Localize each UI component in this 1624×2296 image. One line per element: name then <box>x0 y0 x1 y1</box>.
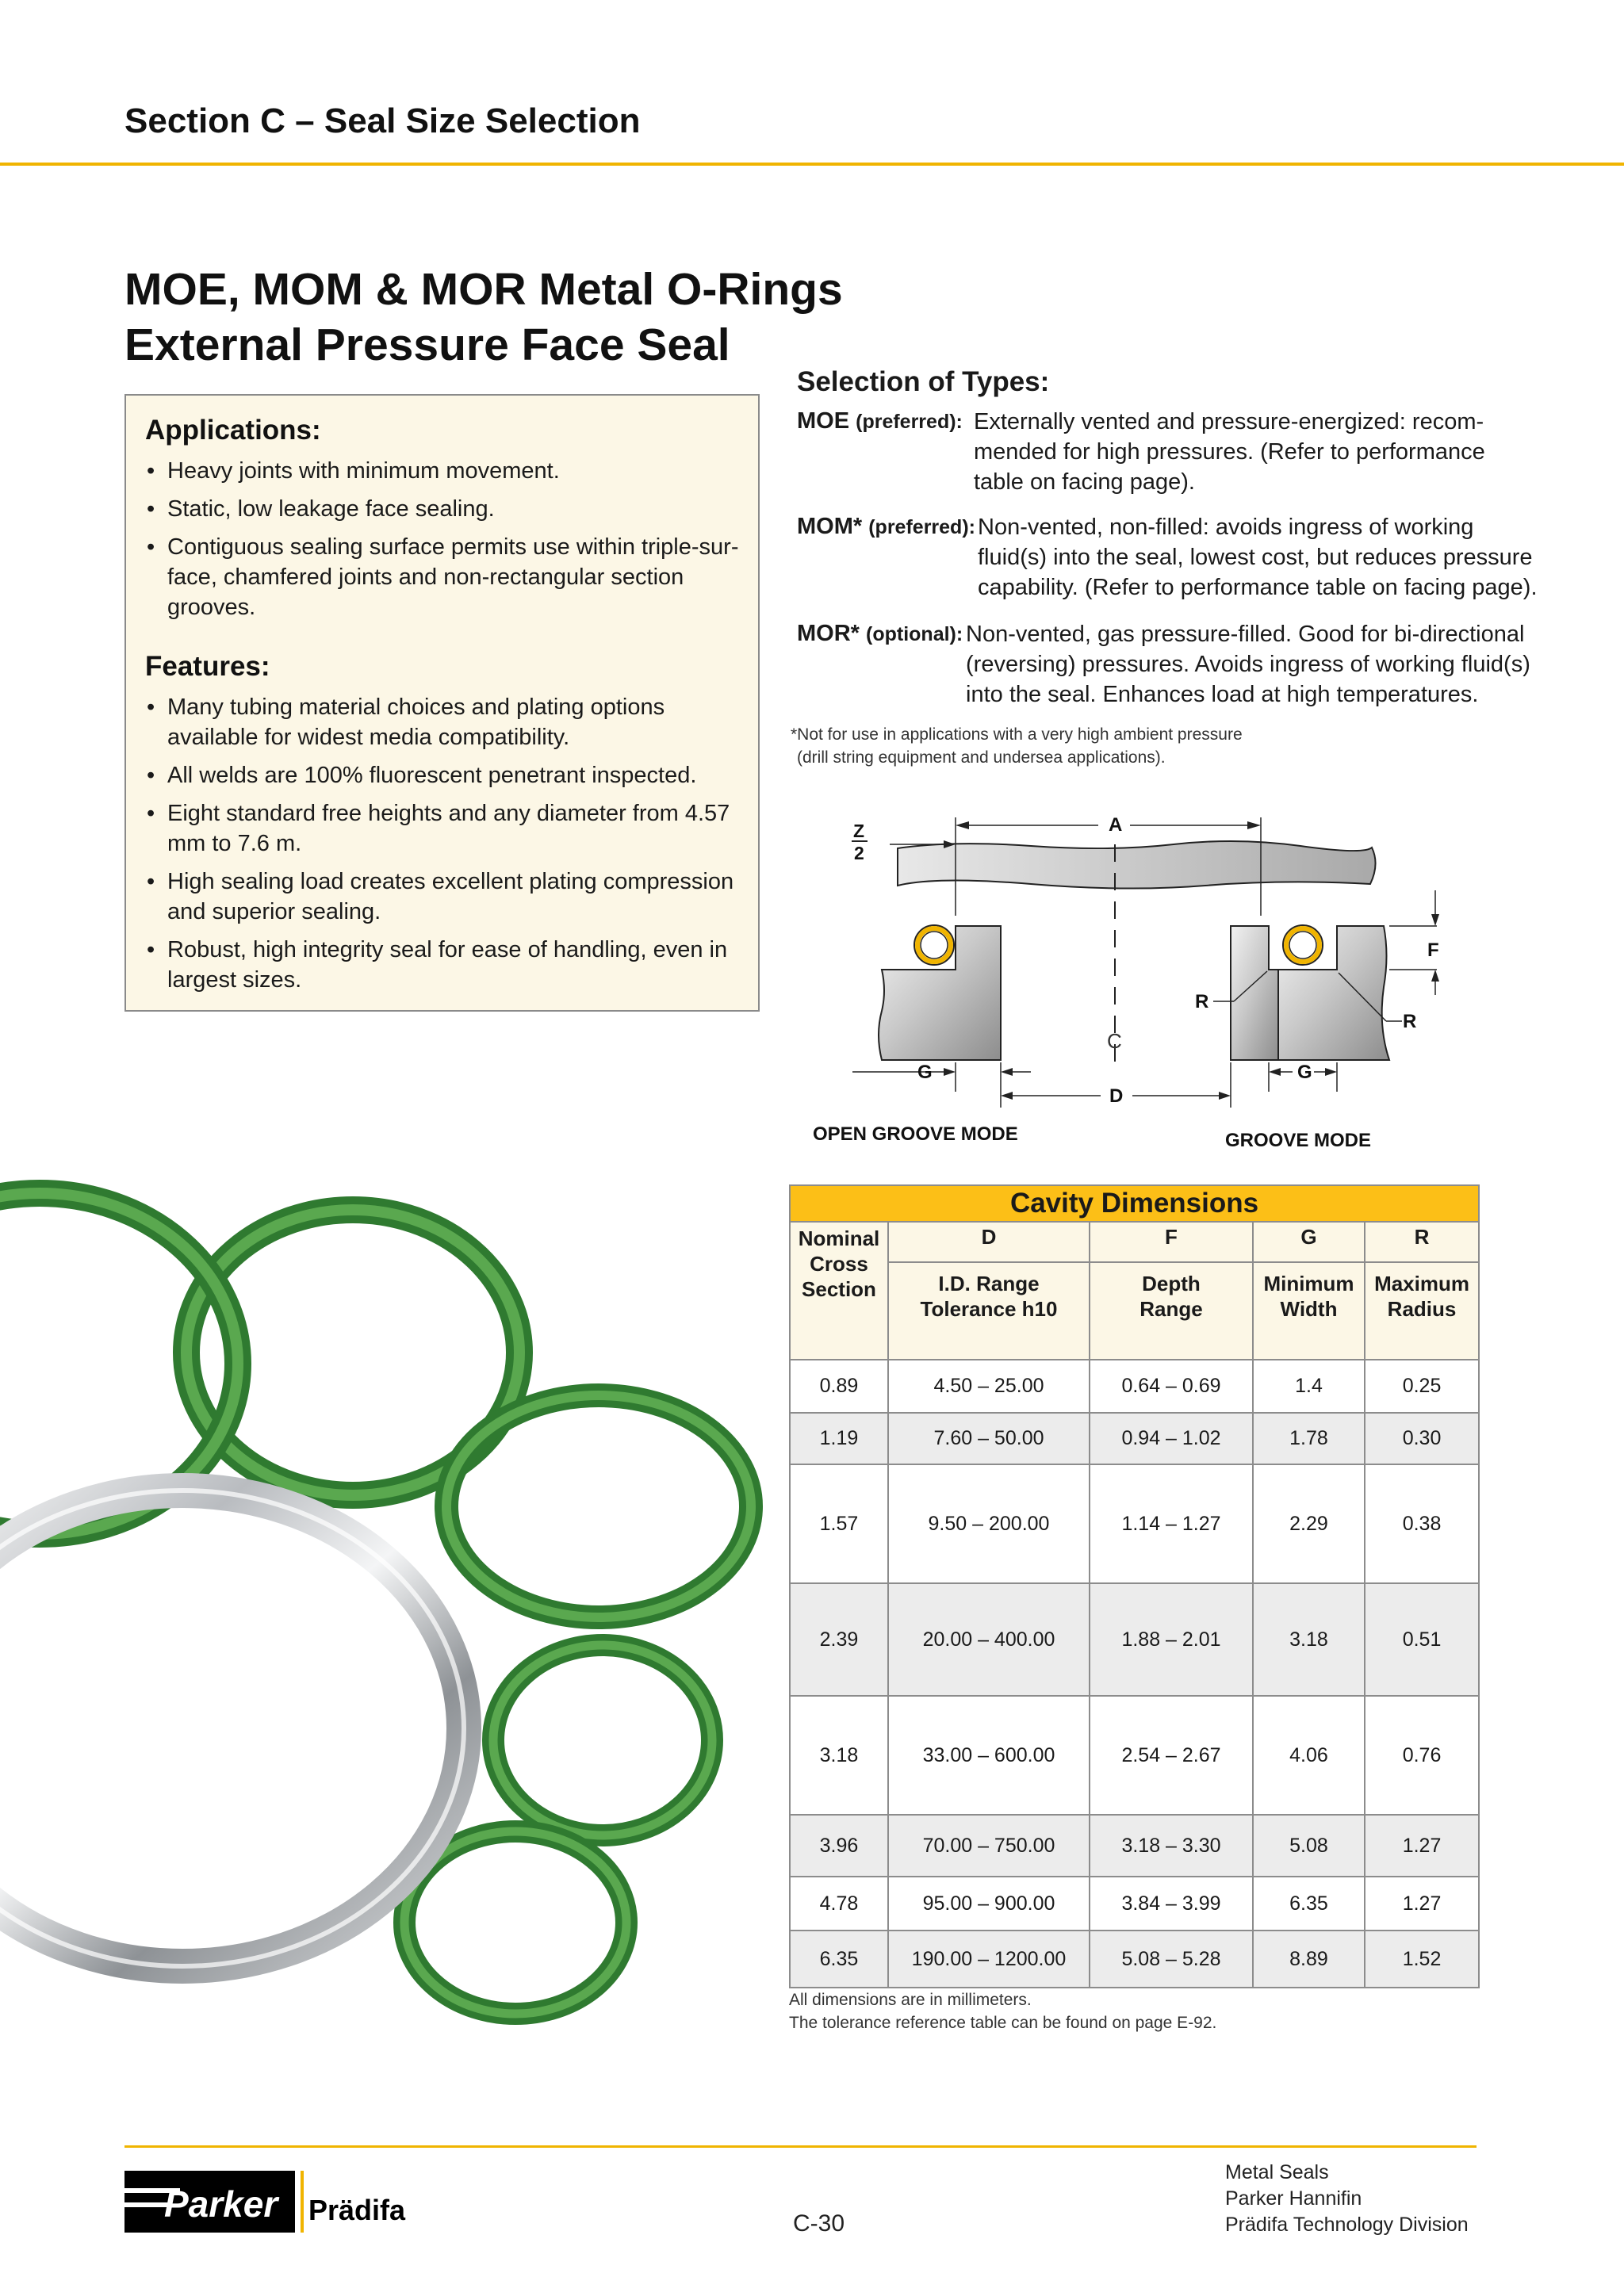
caption-groove: GROOVE MODE <box>1225 1130 1372 1151</box>
features-list <box>145 692 741 995</box>
right-groove-block <box>1278 926 1389 1060</box>
footer-division-info: Metal Seals Parker Hannifin Prädifa Technology Division <box>1225 2161 1469 2236</box>
type-mom-description: Non-vented, non-filled: avoids ingress of working fluid(s) into the seal, lowest cost, but reduces pressure capability. (Refer to performance table on facing page). <box>978 515 1538 600</box>
label-cl: C <box>1107 1029 1122 1053</box>
table-row: 2.39 20.00 – 400.00 1.88 – 2.01 3.18 0.51 <box>790 1583 1479 1696</box>
applications-list <box>145 456 741 622</box>
header-nominal-cross-section: Nominal Cross Section <box>790 1222 888 1360</box>
table-caption: Cavity Dimensions <box>790 1185 1479 1222</box>
header-rule <box>0 163 1624 166</box>
top-plate <box>898 841 1376 889</box>
label-g-left: G <box>917 1062 933 1083</box>
header-col-r: R <box>1365 1222 1479 1262</box>
type-moe-label: MOE (preferred): <box>797 408 963 434</box>
groove-diagram <box>793 797 1594 1161</box>
list-item: • High sealing load creates excellent plating compression and superior sealing. <box>147 869 734 924</box>
list-item: • All welds are 100% fluorescent penetrant inspected. <box>147 763 697 788</box>
list-item: • Contiguous sealing surface permits use within triple-sur-face, chamfered joints and non-rectangular section grooves. <box>147 534 739 620</box>
table-row: 6.35 190.00 – 1200.00 5.08 – 5.28 8.89 1.52 <box>790 1931 1479 1988</box>
product-photo <box>0 1189 785 2061</box>
label-f: F <box>1427 939 1439 961</box>
label-2: 2 <box>854 843 864 863</box>
selection-heading: Selection of Types: <box>797 366 1050 397</box>
applications-heading: Applications: <box>145 415 321 446</box>
label-a: A <box>1109 814 1123 836</box>
label-g-right: G <box>1297 1062 1312 1083</box>
table-row: 1.57 9.50 – 200.00 1.14 – 1.27 2.29 0.38 <box>790 1464 1479 1583</box>
left-groove-block <box>879 926 1001 1060</box>
table-row: 4.78 95.00 – 900.00 3.84 – 3.99 6.35 1.27 <box>790 1877 1479 1931</box>
header-minimum-width: Minimum Width <box>1253 1262 1365 1360</box>
metal-ring <box>0 1490 464 1966</box>
selection-footnote: *Not for use in applications with a very high ambient pressure (drill string equipment and undersea applications). <box>791 725 1243 767</box>
list-item: • Many tubing material choices and plating options available for widest media compatibility. <box>147 695 665 750</box>
header-maximum-radius: Maximum Radius <box>1365 1262 1479 1360</box>
header-col-f: F <box>1090 1222 1253 1262</box>
type-mor-description: Non-vented, gas pressure-filled. Good for bi-directional (reversing) pressures. Avoids ingress of working fluid(s) into the seal. Enhances load at high temperatures. <box>966 622 1530 707</box>
parker-pradifa-logo <box>124 2164 406 2234</box>
table-row: 3.18 33.00 – 600.00 2.54 – 2.67 4.06 0.76 <box>790 1696 1479 1815</box>
logo-pradifa-text: Prädifa <box>308 2194 406 2226</box>
header-depth-range: Depth Range <box>1090 1262 1253 1360</box>
type-mom-label: MOM* (preferred): <box>797 514 975 539</box>
table-row: 3.96 70.00 – 750.00 3.18 – 3.30 5.08 1.27 <box>790 1815 1479 1877</box>
table-row: 1.19 7.60 – 50.00 0.94 – 1.02 1.78 0.30 <box>790 1413 1479 1464</box>
logo-parker-text: Parker <box>164 2183 278 2225</box>
list-item: • Heavy joints with minimum movement. <box>147 458 560 484</box>
page-title <box>124 262 843 373</box>
list-item: • Static, low leakage face sealing. <box>147 496 495 522</box>
applications-features-box <box>124 394 760 1012</box>
page-number: C-30 <box>793 2210 845 2237</box>
header-col-g: G <box>1253 1222 1365 1262</box>
table-row: 0.89 4.50 – 25.00 0.64 – 0.69 1.4 0.25 <box>790 1360 1479 1413</box>
header-col-d: D <box>888 1222 1090 1262</box>
section-title: Section C – Seal Size Selection <box>124 101 641 140</box>
label-r-left: R <box>1195 991 1209 1012</box>
table-notes: All dimensions are in millimeters. The tolerance reference table can be found on page E-92. <box>789 1991 1217 2032</box>
header-id-range: I.D. Range Tolerance h10 <box>888 1262 1090 1360</box>
cavity-dimensions-table-wrap <box>789 1184 1478 1988</box>
type-moe-description: Externally vented and pressure-energized: recom- mended for high pressures. (Refer to performance table on facing page). <box>974 409 1485 495</box>
features-heading: Features: <box>145 651 270 682</box>
label-r-right: R <box>1403 1011 1417 1032</box>
list-item: • Eight standard free heights and any diameter from 4.57 mm to 7.6 m. <box>147 801 730 856</box>
right-groove-block-inner <box>1231 926 1278 1060</box>
type-mor-label: MOR* (optional): <box>797 621 963 646</box>
label-d: D <box>1109 1085 1124 1107</box>
caption-open-groove: OPEN GROOVE MODE <box>813 1123 1018 1145</box>
page-title-line2: External Pressure Face Seal <box>124 320 730 370</box>
footer-rule <box>124 2145 1477 2148</box>
list-item: • Robust, high integrity seal for ease of handling, even in largest sizes. <box>147 937 728 993</box>
cavity-dimensions-table <box>789 1184 1480 1988</box>
label-z: Z <box>853 821 865 841</box>
page-title-line1: MOE, MOM & MOR Metal O-Rings <box>124 264 843 315</box>
